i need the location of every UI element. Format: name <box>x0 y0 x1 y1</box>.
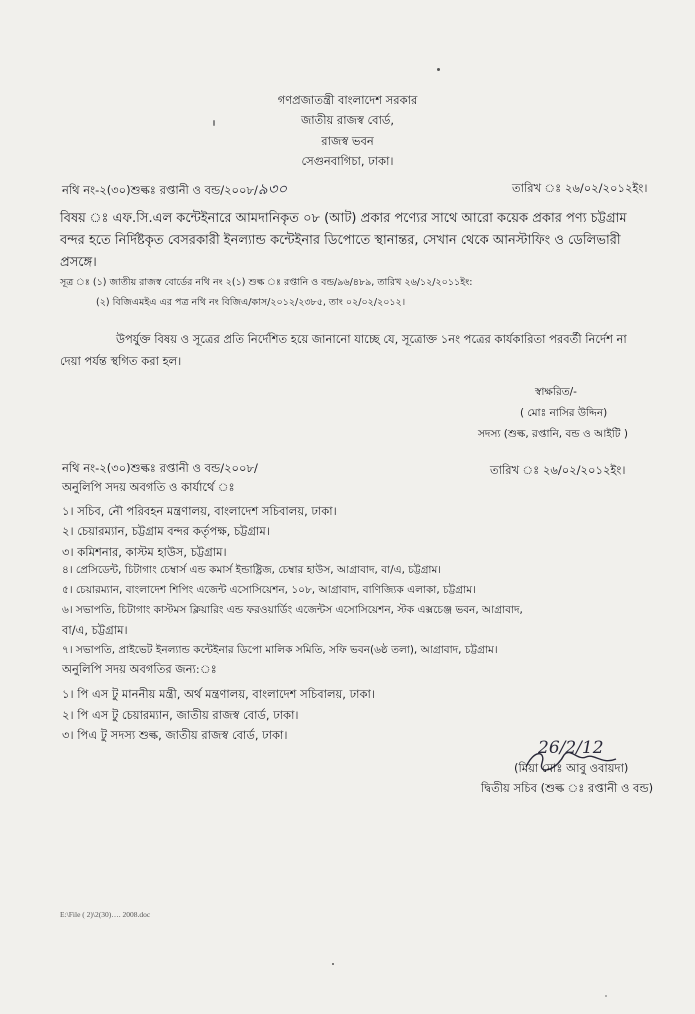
list-item: ৪। প্রেসিডেন্ট, চিটাগাং চেম্বার্স এন্ড কমার্স ইন্ডাষ্ট্রিজ, চেম্বার হাউস, আগ্রাবাদ, বা/এ, চট্টগ্রাম। <box>62 564 442 576</box>
list-item: ৩। পিএ টু সদস্য শুল্ক, জাতীয় রাজস্ব বোর্ড, ঢাকা। <box>62 728 288 742</box>
list-item: ৩। কমিশনার, কাস্টম হাউস, চট্টগ্রাম। <box>62 545 227 559</box>
copy-file-number: নথি নং-২(৩০)শুল্কঃ রপ্তানী ও বন্ড/২০০৮/ <box>62 461 258 475</box>
scan-speck <box>437 68 440 71</box>
memo-file-number-text: নথি নং-২(৩০)শুল্কঃ রপ্তানী ও বন্ড/২০০৮/ <box>62 183 258 197</box>
copy-action-heading: অনুলিপি সদয় অবগতি ও কার্যার্থে ঃ <box>62 480 235 494</box>
scan-speck <box>213 120 215 126</box>
list-item: বা/এ, চট্টগ্রাম। <box>62 623 128 637</box>
signed-mark: স্বাক্ষরিত/- <box>535 386 577 398</box>
scan-speck <box>332 963 334 965</box>
header-building: রাজস্ব ভবন <box>321 134 374 148</box>
header-board: জাতীয় রাজস্ব বোর্ড, <box>300 113 395 127</box>
signatory-title: সদস্য (শুল্ক, রপ্তানি, বন্ড ও আইটি ) <box>478 428 628 440</box>
handwritten-memo-number: ৯৩০ <box>257 180 288 198</box>
list-item: ২। চেয়ারম্যান, চট্টগ্রাম বন্দর কর্তৃপক্ষ, চট্টগ্রাম। <box>62 524 270 538</box>
list-item: ৬। সভাপতি, চিটাগাং কাস্টমস ক্লিয়ারিং এন্ড ফরওয়ার্ডিং এজেন্টস এসোসিয়েশন, স্টক এক্সচেঞ্জ ভবন, আগ্রাবাদ, <box>62 604 523 616</box>
body-paragraph: উপর্যুক্ত বিষয় ও সূত্রের প্রতি নির্দেশিত হয়ে জানানো যাচ্ছে যে, সূত্রোক্ত ১নং পত্রের কার্যকারিতা পরবর্তী নির্দেশ না দেয়া পর্যন্ত স্থগিত করা হল। <box>60 332 627 368</box>
copy-date: তারিখ ঃ ২৬/০২/২০১২ইং। <box>490 463 626 477</box>
memo-file-number <box>62 178 287 203</box>
list-item: ১। পি এস টু মাননীয় মন্ত্রী, অর্থ মন্ত্রণালয়, বাংলাদেশ সচিবালয়, ঢাকা। <box>62 687 375 701</box>
list-item: ৭। সভাপতি, প্রাইভেট ইনল্যান্ড কন্টেইনার ডিপো মালিক সমিতি, সফি ভবন(৬ষ্ঠ তলা), আগ্রাবাদ, চট্টগ্রাম। <box>62 644 498 656</box>
header-government: গণপ্রজাতন্ত্রী বাংলাদেশ সরকার <box>277 93 418 107</box>
copy-info-heading: অনুলিপি সদয় অবগতির জন্য:ঃ <box>62 662 217 676</box>
list-item: ১। সচিব, নৌ পরিবহন মন্ত্রণালয়, বাংলাদেশ সচিবালয়, ঢাকা। <box>62 504 337 518</box>
reference-2: (২) বিজিএমইএ এর পত্র নথি নং বিজিএ/কাস/২০১২/২৩৮৫, তাং ০২/০২/২০১২। <box>96 297 406 308</box>
header-address: সেগুনবাগিচা, ঢাকা। <box>301 154 394 168</box>
scan-speck <box>605 995 607 997</box>
memo-date: তারিখ ঃ ২৬/০২/২০১২ইং। <box>512 181 648 195</box>
subject-paragraph: বিষয় ঃ এফ.সি.এল কন্টেইনারে আমদানিকৃত ০৮ (আট) প্রকার পণ্যের সাথে আরো কয়েক প্রকার পণ্য চট্টগ্রাম বন্দর হতে নির্দিষ্টকৃত বেসরকারী ইনল্যান্ড কন্টেইনার ডিপোতে স্থানান্তর, সেখান থেকে আনস্টাফিং ও ডেলিভারী প্রসঙ্গে। <box>60 211 627 270</box>
second-signatory-title: দ্বিতীয় সচিব (শুল্ক ঃ রপ্তানী ও বন্ড) <box>481 781 654 795</box>
reference-1: সূত্র ঃ (১) জাতীয় রাজস্ব বোর্ডের নথি নং ২(১) শুল্ক ঃ রপ্তানি ও বন্ড/৯৬/৪৮৯, তারিখ ২৬/১২/২০১১ইং: <box>60 277 473 288</box>
file-path-footer: E:\File ( 2)\2(30)…. 2008.doc <box>60 910 151 919</box>
second-signatory-name: (মিয়া মোঃ আবু ওবায়দা) <box>514 761 629 775</box>
handwritten-initials: 26/2/12 <box>538 738 604 758</box>
list-item: ৫। চেয়ারম্যান, বাংলাদেশ শিপিং এজেন্ট এসোসিয়েশন, ১০৮, আগ্রাবাদ, বাণিজ্যিক এলাকা, চট্টগ্রাম। <box>62 584 476 596</box>
signatory-name: ( মোঃ নাসির উদ্দিন) <box>520 407 608 419</box>
list-item: ২। পি এস টু চেয়ারম্যান, জাতীয় রাজস্ব বোর্ড, ঢাকা। <box>62 708 299 722</box>
